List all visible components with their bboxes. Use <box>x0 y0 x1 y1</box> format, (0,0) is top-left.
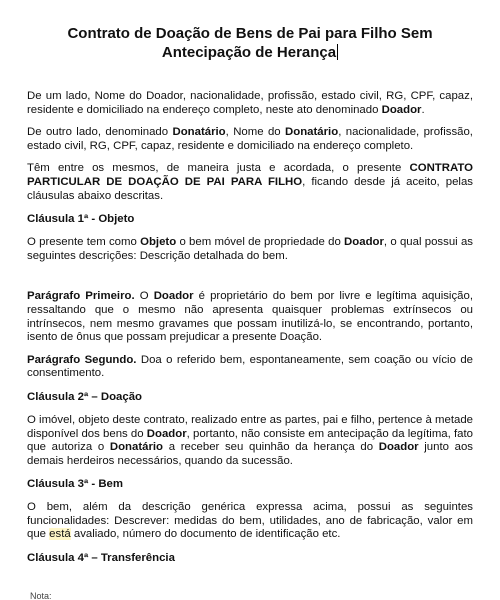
donee-paragraph: De outro lado, denominado Donatário, Nome do Donatário, nacionalidade, profissão, estado civil, RG, CPF, capaz, residente e domiciliado na endereço completo. <box>27 126 473 152</box>
donee-term: Donatário <box>172 126 226 139</box>
paragraph-second: Parágrafo Segundo. Doa o referido bem, espontaneamente, sem coação ou vício de consentimento. <box>27 353 473 380</box>
contract-name: CONTRATO PARTICULAR DE DOAÇÃO DE PAI PARA FILHO <box>27 162 473 188</box>
clause-3-text: O bem, além da descrição genérica expressa acima, possui as seguintes funcionalidades: Descrever: medidas do bem, utilidades, ano de fabricação, valor em que está avaliado, número do documento de identificação etc. <box>27 501 473 541</box>
donor-paragraph: De um lado, Nome do Doador, nacionalidade, profissão, estado civil, RG, CPF, capaz, residente e domiciliado na endereço completo, neste ato denominado Doador. <box>27 90 473 116</box>
donee-term: Donatário <box>285 126 339 139</box>
clause-2-heading: Cláusula 2ª – Doação <box>27 390 143 403</box>
paragraph-label: Parágrafo Primeiro. <box>27 290 135 303</box>
title-line-1: Contrato de Doação de Bens de Pai para Filho Sem <box>67 25 433 42</box>
clause-2-text: O imóvel, objeto deste contrato, realizado entre as partes, pai e filho, pertence à metade disponível dos bens do Doador, portanto, não consiste em antecipação da legítima, fato que autoriza o Donatário a receber seu quinhão da herança do Doador junto aos demais herdeiros necessários, quando da sucessão. <box>27 413 473 467</box>
highlighted-word: está <box>49 528 71 541</box>
paragraph-label: Parágrafo Segundo. <box>27 353 137 366</box>
agreement-paragraph: Têm entre os mesmos, de maneira justa e acordada, o presente CONTRATO PARTICULAR DE DOAÇÃO DE PAI PARA FILHO, ficando desde já aceito, pelas cláusulas abaixo descritas. <box>27 162 473 202</box>
paragraph-first: Parágrafo Primeiro. O Doador é proprietário do bem por livre e legítima aquisição, ressaltando que o mesmo não apresenta quaisquer problemas extrínsecos ou intrínsecos, nem mesmo gravames que possam inutilizá-lo, se encontrando, portanto, isento de ônus que possam prejudicar a presente Doação. <box>27 290 473 344</box>
donor-term: Doador <box>381 103 422 116</box>
clause-3-heading: Cláusula 3ª - Bem <box>27 478 124 491</box>
clause-1-text: O presente tem como Objeto o bem móvel de propriedade do Doador, o qual possui as seguintes descrições: Descrição detalhada do bem. <box>27 236 473 262</box>
document-title <box>27 24 473 62</box>
clause-4-heading: Cláusula 4ª – Transferência <box>27 552 175 565</box>
footer-note: Nota: <box>30 591 52 600</box>
text-cursor <box>337 44 338 60</box>
title-line-2: Antecipação de Herança <box>161 44 337 61</box>
clause-1-heading: Cláusula 1ª - Objeto <box>27 213 135 226</box>
